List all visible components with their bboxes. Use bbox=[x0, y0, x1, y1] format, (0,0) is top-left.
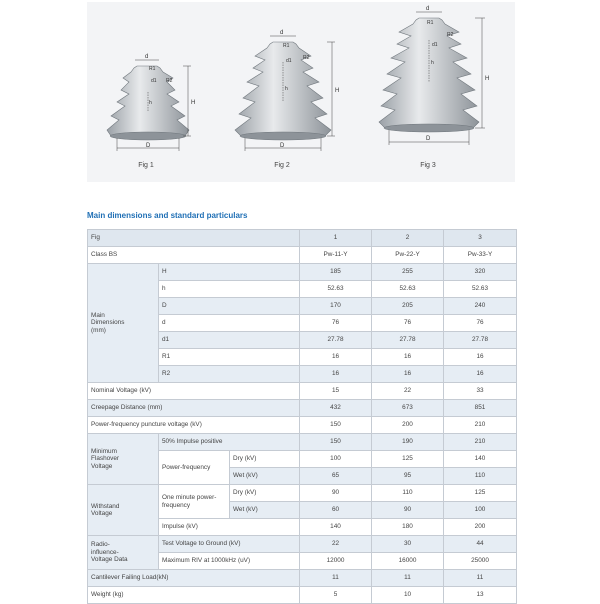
table-row bbox=[88, 230, 517, 247]
fig1-caption: Fig 1 bbox=[138, 162, 154, 169]
cell: 140 bbox=[300, 519, 372, 536]
insulator-figures bbox=[87, 2, 515, 182]
sub-label: Dry (kV) bbox=[230, 451, 300, 468]
fig2-label-D: D bbox=[280, 143, 285, 149]
cell: 125 bbox=[444, 485, 517, 502]
fig3-label-R1: R1 bbox=[427, 20, 434, 26]
cell: 16000 bbox=[372, 553, 444, 570]
fig3-caption: Fig 3 bbox=[420, 162, 436, 169]
sub-label: One minute power- frequency bbox=[159, 485, 230, 519]
fig2-insulator bbox=[235, 30, 339, 151]
figure-panel bbox=[87, 2, 515, 182]
fig1-label-R1: R1 bbox=[149, 66, 156, 72]
sub-label: Wet (kV) bbox=[230, 468, 300, 485]
table-row bbox=[88, 417, 517, 434]
cell: 2 bbox=[372, 230, 444, 247]
cell: 205 bbox=[372, 298, 444, 315]
sub-label: Wet (kV) bbox=[230, 502, 300, 519]
cell: 200 bbox=[372, 417, 444, 434]
sub-label: D bbox=[159, 298, 300, 315]
fig2-caption: Fig 2 bbox=[274, 162, 290, 169]
cell: 100 bbox=[444, 502, 517, 519]
cell: 15 bbox=[300, 383, 372, 400]
cell: 255 bbox=[372, 264, 444, 281]
table-row bbox=[88, 383, 517, 400]
fig1-label-R2: R2 bbox=[166, 78, 173, 84]
cell: 150 bbox=[300, 434, 372, 451]
sub-label: 50% Impulse positive bbox=[159, 434, 300, 451]
fig3-label-H: H bbox=[485, 76, 490, 82]
fig3-label-D: D bbox=[426, 136, 431, 142]
cell: 22 bbox=[300, 536, 372, 553]
cell: 320 bbox=[444, 264, 517, 281]
cell: 52.63 bbox=[444, 281, 517, 298]
cell: 673 bbox=[372, 400, 444, 417]
cell: 210 bbox=[444, 434, 517, 451]
cell: 13 bbox=[444, 587, 517, 604]
cell: 110 bbox=[372, 485, 444, 502]
cell: 100 bbox=[300, 451, 372, 468]
cell: 27.78 bbox=[372, 332, 444, 349]
fig2-label-R2: R2 bbox=[303, 55, 310, 61]
cell: 76 bbox=[444, 315, 517, 332]
cell: 44 bbox=[444, 536, 517, 553]
table-row bbox=[88, 264, 517, 281]
fig1-label-H: H bbox=[191, 100, 196, 106]
row-label: Fig bbox=[88, 230, 300, 247]
cell: 185 bbox=[300, 264, 372, 281]
specifications-table bbox=[87, 229, 517, 604]
sub-label: H bbox=[159, 264, 300, 281]
cell: 190 bbox=[372, 434, 444, 451]
cell: 140 bbox=[444, 451, 517, 468]
group-label: Radio- influence- Voltage Data bbox=[88, 536, 159, 570]
fig2-body bbox=[235, 42, 331, 136]
cell: 110 bbox=[444, 468, 517, 485]
cell: 11 bbox=[372, 570, 444, 587]
cell: 150 bbox=[300, 417, 372, 434]
cell: 3 bbox=[444, 230, 517, 247]
cell: 27.78 bbox=[444, 332, 517, 349]
sub-label: Impulse (kV) bbox=[159, 519, 300, 536]
cell: 11 bbox=[300, 570, 372, 587]
sub-label: Maximum RIV at 1000kHz (uV) bbox=[159, 553, 300, 570]
sub-label: d1 bbox=[159, 332, 300, 349]
cell: 16 bbox=[300, 349, 372, 366]
sub-label: h bbox=[159, 281, 300, 298]
section-title: Main dimensions and standard particulars bbox=[87, 211, 248, 220]
cell: Pw-22-Y bbox=[372, 247, 444, 264]
sub-label: R2 bbox=[159, 366, 300, 383]
table-row bbox=[88, 536, 517, 553]
sub-label: Dry (kV) bbox=[230, 485, 300, 502]
table-row bbox=[88, 485, 517, 502]
cell: Pw-33-Y bbox=[444, 247, 517, 264]
row-label: Creepage Distance (mm) bbox=[88, 400, 300, 417]
table-row bbox=[88, 400, 517, 417]
cell: 10 bbox=[372, 587, 444, 604]
cell: 5 bbox=[300, 587, 372, 604]
fig2-label-h: h bbox=[285, 86, 288, 92]
cell: 76 bbox=[372, 315, 444, 332]
cell: 16 bbox=[444, 349, 517, 366]
cell: 27.78 bbox=[300, 332, 372, 349]
sub-label: Test Voltage to Ground (kV) bbox=[159, 536, 300, 553]
row-label: Power-frequency puncture voltage (kV) bbox=[88, 417, 300, 434]
cell: 65 bbox=[300, 468, 372, 485]
cell: 11 bbox=[444, 570, 517, 587]
fig2-label-R1: R1 bbox=[283, 43, 290, 49]
group-label: Withstand Voltage bbox=[88, 485, 159, 536]
cell: 25000 bbox=[444, 553, 517, 570]
cell: Pw-11-Y bbox=[300, 247, 372, 264]
cell: 125 bbox=[372, 451, 444, 468]
table-row bbox=[88, 587, 517, 604]
cell: 60 bbox=[300, 502, 372, 519]
row-label: Class BS bbox=[88, 247, 300, 264]
table-row bbox=[88, 434, 517, 451]
fig2-label-d1: d1 bbox=[286, 58, 292, 64]
cell: 16 bbox=[444, 366, 517, 383]
fig3-label-d1: d1 bbox=[432, 42, 438, 48]
table-row bbox=[88, 570, 517, 587]
cell: 76 bbox=[300, 315, 372, 332]
cell: 52.63 bbox=[372, 281, 444, 298]
cell: 95 bbox=[372, 468, 444, 485]
fig1-label-D: D bbox=[146, 143, 151, 149]
cell: 1 bbox=[300, 230, 372, 247]
fig3-label-R2: R2 bbox=[447, 32, 454, 38]
cell: 210 bbox=[444, 417, 517, 434]
cell: 90 bbox=[372, 502, 444, 519]
fig3-insulator bbox=[379, 6, 489, 145]
group-label: Minimum Flashover Voltage bbox=[88, 434, 159, 485]
cell: 16 bbox=[372, 349, 444, 366]
cell: 432 bbox=[300, 400, 372, 417]
row-label: Weight (kg) bbox=[88, 587, 300, 604]
cell: 16 bbox=[372, 366, 444, 383]
fig1-label-d1: d1 bbox=[151, 78, 157, 84]
table-row bbox=[88, 247, 517, 264]
cell: 180 bbox=[372, 519, 444, 536]
sub-label: R1 bbox=[159, 349, 300, 366]
cell: 16 bbox=[300, 366, 372, 383]
group-label: Main Dimensions (mm) bbox=[88, 264, 159, 383]
row-label: Nominal Voltage (kV) bbox=[88, 383, 300, 400]
cell: 30 bbox=[372, 536, 444, 553]
sub-label: d bbox=[159, 315, 300, 332]
cell: 851 bbox=[444, 400, 517, 417]
fig2-label-H: H bbox=[335, 88, 340, 94]
cell: 33 bbox=[444, 383, 517, 400]
fig1-label-h: h bbox=[149, 100, 152, 106]
fig2-label-d: d bbox=[280, 30, 284, 36]
cell: 22 bbox=[372, 383, 444, 400]
row-label: Cantilever Failing Load(kN) bbox=[88, 570, 300, 587]
cell: 90 bbox=[300, 485, 372, 502]
sub-label: Power-frequency bbox=[159, 451, 230, 485]
fig1-label-d: d bbox=[145, 54, 149, 60]
cell: 52.63 bbox=[300, 281, 372, 298]
cell: 170 bbox=[300, 298, 372, 315]
fig3-label-d: d bbox=[426, 6, 430, 12]
cell: 240 bbox=[444, 298, 517, 315]
fig1-insulator bbox=[107, 54, 195, 151]
cell: 12000 bbox=[300, 553, 372, 570]
fig3-label-h: h bbox=[431, 60, 434, 66]
cell: 200 bbox=[444, 519, 517, 536]
